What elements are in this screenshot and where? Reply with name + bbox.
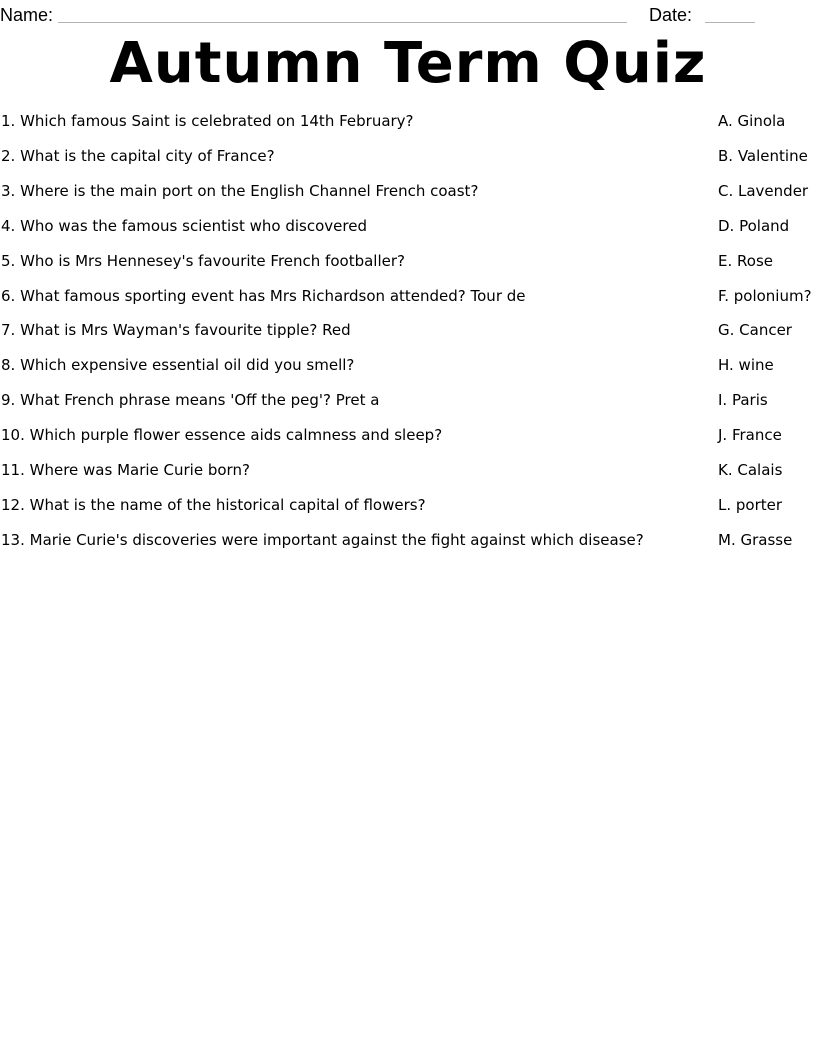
answer-option: E. Rose (718, 251, 773, 270)
answer-option: H. wine (718, 356, 774, 375)
question-text: 9. What French phrase means 'Off the peg'? Pret a (1, 391, 380, 410)
question-text: 13. Marie Curie's discoveries were important against the fight against which disease? (1, 530, 644, 549)
question-text: 6. What famous sporting event has Mrs Richardson attended? Tour de (1, 286, 526, 305)
quiz-row (0, 418, 816, 453)
answer-option: A. Ginola (718, 112, 786, 131)
page-title: Autumn Term Quiz (109, 31, 707, 96)
date-blank-line (705, 21, 755, 23)
quiz-row (0, 209, 816, 244)
question-text: 2. What is the capital city of France? (1, 147, 275, 166)
quiz-row (0, 487, 816, 522)
quiz-row (0, 383, 816, 418)
quiz-row (0, 313, 816, 348)
quiz-row (0, 522, 816, 557)
answer-option: C. Lavender (718, 182, 809, 201)
question-text: 12. What is the name of the historical capital of flowers? (1, 495, 426, 514)
answer-option: D. Poland (718, 216, 790, 235)
answer-option: L. porter (718, 495, 783, 514)
quiz-row (0, 348, 816, 383)
answer-option: I. Paris (718, 391, 768, 410)
question-text: 4. Who was the famous scientist who discovered (1, 216, 367, 235)
name-blank-line (58, 21, 627, 23)
quiz-row (0, 243, 816, 278)
date-label: Date: (649, 5, 693, 25)
question-text: 1. Which famous Saint is celebrated on 14th February? (1, 112, 414, 131)
quiz-row (0, 278, 816, 313)
quiz-list (0, 104, 816, 557)
question-text: 7. What is Mrs Wayman's favourite tipple? Red (1, 321, 351, 340)
quiz-row (0, 104, 816, 139)
worksheet-header (0, 0, 816, 26)
question-text: 5. Who is Mrs Hennesey's favourite French footballer? (1, 251, 405, 270)
answer-option: M. Grasse (718, 530, 793, 549)
answer-option: K. Calais (718, 460, 783, 479)
answer-option: J. France (718, 426, 782, 445)
question-text: 3. Where is the main port on the English Channel French coast? (1, 182, 479, 201)
quiz-row (0, 452, 816, 487)
question-text: 8. Which expensive essential oil did you smell? (1, 356, 355, 375)
answer-option: B. Valentine (718, 147, 808, 166)
quiz-row (0, 174, 816, 209)
question-text: 10. Which purple flower essence aids calmness and sleep? (1, 426, 443, 445)
quiz-row (0, 139, 816, 174)
answer-option: F. polonium? (718, 286, 812, 305)
answer-option: G. Cancer (718, 321, 792, 340)
question-text: 11. Where was Marie Curie born? (1, 460, 250, 479)
name-label: Name: (0, 5, 54, 25)
